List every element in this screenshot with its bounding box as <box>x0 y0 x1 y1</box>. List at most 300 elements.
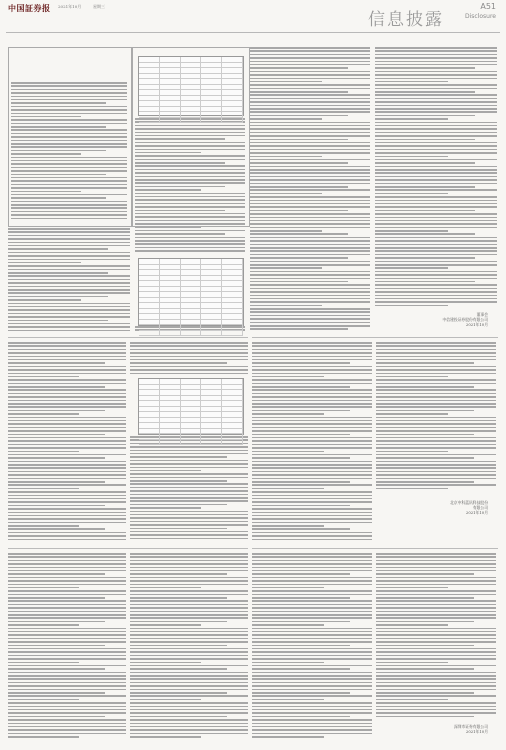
text-line <box>375 47 497 49</box>
text-line <box>375 254 497 256</box>
text-line <box>375 200 497 202</box>
text-line <box>252 675 372 677</box>
table-cell <box>139 79 160 84</box>
text-line <box>375 203 497 205</box>
text-line <box>376 692 474 694</box>
text-line <box>375 88 497 90</box>
text-line <box>252 478 372 480</box>
text-line <box>250 250 370 252</box>
table-cell <box>222 74 243 79</box>
text-line <box>11 191 81 193</box>
text-line <box>375 78 497 80</box>
text-line <box>135 135 245 137</box>
text-line <box>252 498 372 500</box>
text-line <box>11 113 127 115</box>
text-line <box>135 210 225 212</box>
text-line <box>252 723 372 725</box>
text-line <box>8 231 130 233</box>
table-cell <box>181 309 202 314</box>
text-line <box>8 628 126 630</box>
text-line <box>252 641 372 643</box>
table-cell <box>160 320 181 325</box>
section-divider <box>8 337 248 338</box>
text-line <box>252 662 324 664</box>
table-cell <box>222 259 243 264</box>
text-line <box>252 508 372 510</box>
table-cell <box>222 281 243 286</box>
text-line <box>8 259 130 261</box>
text-line <box>375 193 448 195</box>
text-line <box>252 352 372 354</box>
text-line <box>8 675 126 677</box>
text-line <box>8 245 130 247</box>
table-cell <box>181 74 202 79</box>
table-cell <box>201 429 222 434</box>
text-line <box>375 240 497 242</box>
text-line <box>130 467 248 469</box>
text-line <box>376 600 496 602</box>
text-line <box>376 685 496 687</box>
text-line <box>8 518 126 520</box>
text-line <box>130 712 248 714</box>
text-line <box>375 227 497 229</box>
text-line <box>375 115 475 117</box>
text-line <box>252 413 324 415</box>
text-line <box>376 614 496 616</box>
text-line <box>376 451 448 453</box>
text-line <box>11 197 106 199</box>
text-line <box>376 641 496 643</box>
text-line <box>250 71 370 73</box>
table-cell <box>222 407 243 412</box>
text-line <box>250 223 370 225</box>
text-line <box>250 240 370 242</box>
table-cell <box>139 259 160 264</box>
text-line <box>375 295 497 297</box>
text-line <box>375 247 497 249</box>
table-cell <box>222 107 243 112</box>
text-line <box>252 699 324 701</box>
text-line <box>252 518 372 520</box>
text-line <box>130 685 248 687</box>
text-line <box>130 352 248 354</box>
text-line <box>252 726 372 728</box>
text-line <box>8 614 126 616</box>
text-line <box>11 146 127 148</box>
text-line <box>376 345 496 347</box>
table-cell <box>181 412 202 417</box>
text-line <box>8 417 126 419</box>
text-line <box>8 373 126 375</box>
text-line <box>130 534 248 536</box>
text-line <box>376 682 496 684</box>
text-line <box>252 410 350 412</box>
text-block <box>250 47 370 332</box>
table-cell <box>160 401 181 406</box>
text-line <box>8 522 126 524</box>
table-row <box>139 118 243 124</box>
text-line <box>376 362 474 364</box>
text-line <box>376 440 496 442</box>
table-cell <box>201 303 222 308</box>
text-line <box>252 563 372 565</box>
table-cell <box>201 325 222 330</box>
text-line <box>135 216 245 218</box>
text-block <box>8 342 126 542</box>
text-line <box>8 689 126 691</box>
text-block <box>376 553 496 719</box>
text-line <box>376 383 496 385</box>
text-line <box>250 128 370 130</box>
text-line <box>376 577 496 579</box>
text-line <box>375 94 497 96</box>
text-line <box>250 281 348 283</box>
text-line <box>130 446 248 448</box>
table-cell <box>139 418 160 423</box>
text-line <box>252 665 372 667</box>
text-line <box>250 81 322 83</box>
text-line <box>8 228 130 230</box>
text-line <box>375 244 497 246</box>
table-cell <box>181 96 202 101</box>
text-line <box>250 264 370 266</box>
text-line <box>250 291 370 293</box>
text-line <box>250 227 370 229</box>
text-line <box>252 631 372 633</box>
text-line <box>8 621 105 623</box>
text-block <box>252 553 372 739</box>
text-line <box>8 648 126 650</box>
text-line <box>252 467 372 469</box>
table-cell <box>160 331 181 336</box>
text-line <box>375 261 497 263</box>
table-cell <box>222 287 243 292</box>
text-line <box>252 535 372 537</box>
text-line <box>8 515 126 517</box>
table-cell <box>222 379 243 384</box>
text-line <box>8 383 126 385</box>
text-line <box>130 607 248 609</box>
text-line <box>11 109 127 111</box>
table-cell <box>160 90 181 95</box>
text-line <box>252 597 350 599</box>
text-line <box>130 511 248 513</box>
text-line <box>375 135 497 137</box>
table-cell <box>181 434 202 439</box>
text-line <box>130 500 248 502</box>
text-line <box>11 96 127 98</box>
text-line <box>8 369 126 371</box>
text-line <box>8 702 126 704</box>
table-cell <box>139 390 160 395</box>
text-line <box>8 553 126 555</box>
text-line <box>135 230 245 232</box>
text-line <box>11 82 127 84</box>
table-cell <box>139 385 160 390</box>
text-line <box>375 149 497 151</box>
text-line <box>130 470 201 472</box>
text-line <box>8 306 130 308</box>
text-line <box>11 150 106 152</box>
table-cell <box>181 396 202 401</box>
text-line <box>11 170 127 172</box>
table-cell <box>222 68 243 73</box>
text-line <box>11 153 81 155</box>
text-line <box>11 157 127 159</box>
table-cell <box>201 418 222 423</box>
text-line <box>135 193 245 195</box>
text-line <box>375 305 448 307</box>
text-line <box>8 379 126 381</box>
text-line <box>252 406 372 408</box>
text-line <box>376 628 496 630</box>
text-line <box>11 174 106 176</box>
table-cell <box>222 79 243 84</box>
text-line <box>252 614 372 616</box>
text-line <box>135 196 245 198</box>
signature-line: 董事会 <box>476 312 488 317</box>
text-line <box>250 108 370 110</box>
table-cell <box>201 320 222 325</box>
text-line <box>376 444 496 446</box>
text-line <box>376 437 496 439</box>
text-line <box>376 584 496 586</box>
text-line <box>130 480 227 482</box>
text-line <box>376 597 474 599</box>
table-cell <box>139 90 160 95</box>
text-line <box>375 250 497 252</box>
text-line <box>252 447 372 449</box>
text-line <box>8 269 130 271</box>
table-cell <box>139 396 160 401</box>
text-line <box>250 88 370 90</box>
table-cell <box>181 440 202 445</box>
text-line <box>8 275 130 277</box>
text-line <box>252 356 372 358</box>
table-cell <box>181 107 202 112</box>
text-line <box>11 140 127 142</box>
text-line <box>375 213 497 215</box>
text-line <box>8 607 126 609</box>
text-line <box>250 217 370 219</box>
text-line <box>252 474 372 476</box>
table-cell <box>139 85 160 90</box>
text-line <box>135 243 245 245</box>
text-line <box>375 122 497 124</box>
text-line <box>8 352 126 354</box>
text-line <box>250 311 370 313</box>
text-line <box>8 299 81 301</box>
table-cell <box>139 292 160 297</box>
text-line <box>130 631 248 633</box>
table-cell <box>201 287 222 292</box>
text-line <box>376 648 496 650</box>
table-cell <box>139 303 160 308</box>
text-line <box>252 349 372 351</box>
text-line <box>250 328 348 330</box>
text-line <box>252 427 372 429</box>
text-line <box>252 437 372 439</box>
table-cell <box>160 107 181 112</box>
text-line <box>250 172 370 174</box>
text-line <box>250 105 370 107</box>
text-line <box>252 362 350 364</box>
text-line <box>375 67 475 69</box>
text-line <box>130 456 227 458</box>
text-line <box>376 413 448 415</box>
text-line <box>130 624 201 626</box>
text-line <box>375 267 448 269</box>
text-line <box>252 624 324 626</box>
text-line <box>250 274 370 276</box>
text-line <box>252 651 372 653</box>
text-line <box>375 54 497 56</box>
text-line <box>250 115 348 117</box>
table-cell <box>181 63 202 68</box>
text-line <box>8 631 126 633</box>
signature-line: 2021年10月 <box>465 322 488 327</box>
text-line <box>376 689 496 691</box>
table-cell <box>201 265 222 270</box>
text-line <box>375 169 497 171</box>
table-cell <box>160 309 181 314</box>
text-line <box>376 376 448 378</box>
text-line <box>135 213 245 215</box>
text-line <box>375 118 448 120</box>
signature-line: 中信建投证券股份有限公司 <box>442 317 488 322</box>
table-cell <box>139 118 160 123</box>
signature-top-right <box>398 312 488 327</box>
text-line <box>8 590 126 592</box>
text-line <box>8 292 130 294</box>
text-line <box>8 356 126 358</box>
text-line <box>250 305 322 307</box>
text-line <box>376 420 496 422</box>
text-line <box>250 84 370 86</box>
text-line <box>375 142 497 144</box>
table-cell <box>222 112 243 117</box>
text-line <box>252 454 372 456</box>
text-line <box>8 427 126 429</box>
table-cell <box>160 276 181 281</box>
table-cell <box>160 259 181 264</box>
table-cell <box>222 298 243 303</box>
text-line <box>376 706 496 708</box>
data-table-2 <box>138 258 244 326</box>
table-cell <box>139 401 160 406</box>
text-line <box>8 289 130 291</box>
text-line <box>8 597 105 599</box>
text-line <box>252 501 372 503</box>
text-line <box>130 672 248 674</box>
table-cell <box>181 281 202 286</box>
text-line <box>135 149 245 151</box>
text-line <box>135 132 245 134</box>
table-cell <box>222 440 243 445</box>
text-line <box>130 662 201 664</box>
text-line <box>376 400 496 402</box>
table-cell <box>181 379 202 384</box>
table-cell <box>160 434 181 439</box>
text-line <box>250 284 370 286</box>
text-line <box>375 291 497 293</box>
table-cell <box>160 325 181 330</box>
text-line <box>130 682 248 684</box>
text-line <box>135 206 245 208</box>
text-line <box>250 254 370 256</box>
text-line <box>135 159 245 161</box>
text-line <box>250 278 370 280</box>
text-line <box>375 230 448 232</box>
table-cell <box>160 440 181 445</box>
text-line <box>250 200 370 202</box>
text-line <box>375 111 497 113</box>
text-line <box>250 132 370 134</box>
text-line <box>375 183 497 185</box>
table-cell <box>139 112 160 117</box>
text-line <box>8 665 126 667</box>
text-line <box>252 685 372 687</box>
text-line <box>130 538 248 540</box>
table-cell <box>181 68 202 73</box>
table-cell <box>160 429 181 434</box>
text-line <box>8 359 126 361</box>
table-cell <box>139 281 160 286</box>
text-line <box>250 322 370 324</box>
text-line <box>11 180 127 182</box>
text-line <box>11 207 127 209</box>
text-line <box>130 524 248 526</box>
text-line <box>8 366 126 368</box>
text-line <box>375 196 497 198</box>
text-line <box>130 450 248 452</box>
text-line <box>252 366 372 368</box>
text-line <box>130 517 248 519</box>
text-line <box>250 91 348 93</box>
table-cell <box>201 379 222 384</box>
text-line <box>250 220 370 222</box>
text-line <box>252 611 372 613</box>
table-cell <box>222 90 243 95</box>
text-line <box>11 92 127 94</box>
text-line <box>375 186 475 188</box>
text-line <box>130 668 227 670</box>
table-cell <box>201 434 222 439</box>
text-line <box>375 206 497 208</box>
text-line <box>130 658 248 660</box>
text-line <box>130 634 248 636</box>
text-line <box>8 682 126 684</box>
text-line <box>8 413 79 415</box>
text-line <box>252 709 372 711</box>
text-line <box>8 362 105 364</box>
newspaper-name: 中国証券报 <box>8 3 51 13</box>
text-line <box>8 662 79 664</box>
text-line <box>8 410 105 412</box>
table-cell <box>201 259 222 264</box>
text-line <box>252 461 372 463</box>
table-cell <box>139 96 160 101</box>
text-line <box>376 484 496 486</box>
text-line <box>8 719 126 721</box>
table-cell <box>160 298 181 303</box>
text-line <box>130 504 227 506</box>
table-cell <box>222 276 243 281</box>
text-line <box>130 349 248 351</box>
table-cell <box>201 57 222 62</box>
text-line <box>130 699 201 701</box>
text-line <box>130 487 248 489</box>
